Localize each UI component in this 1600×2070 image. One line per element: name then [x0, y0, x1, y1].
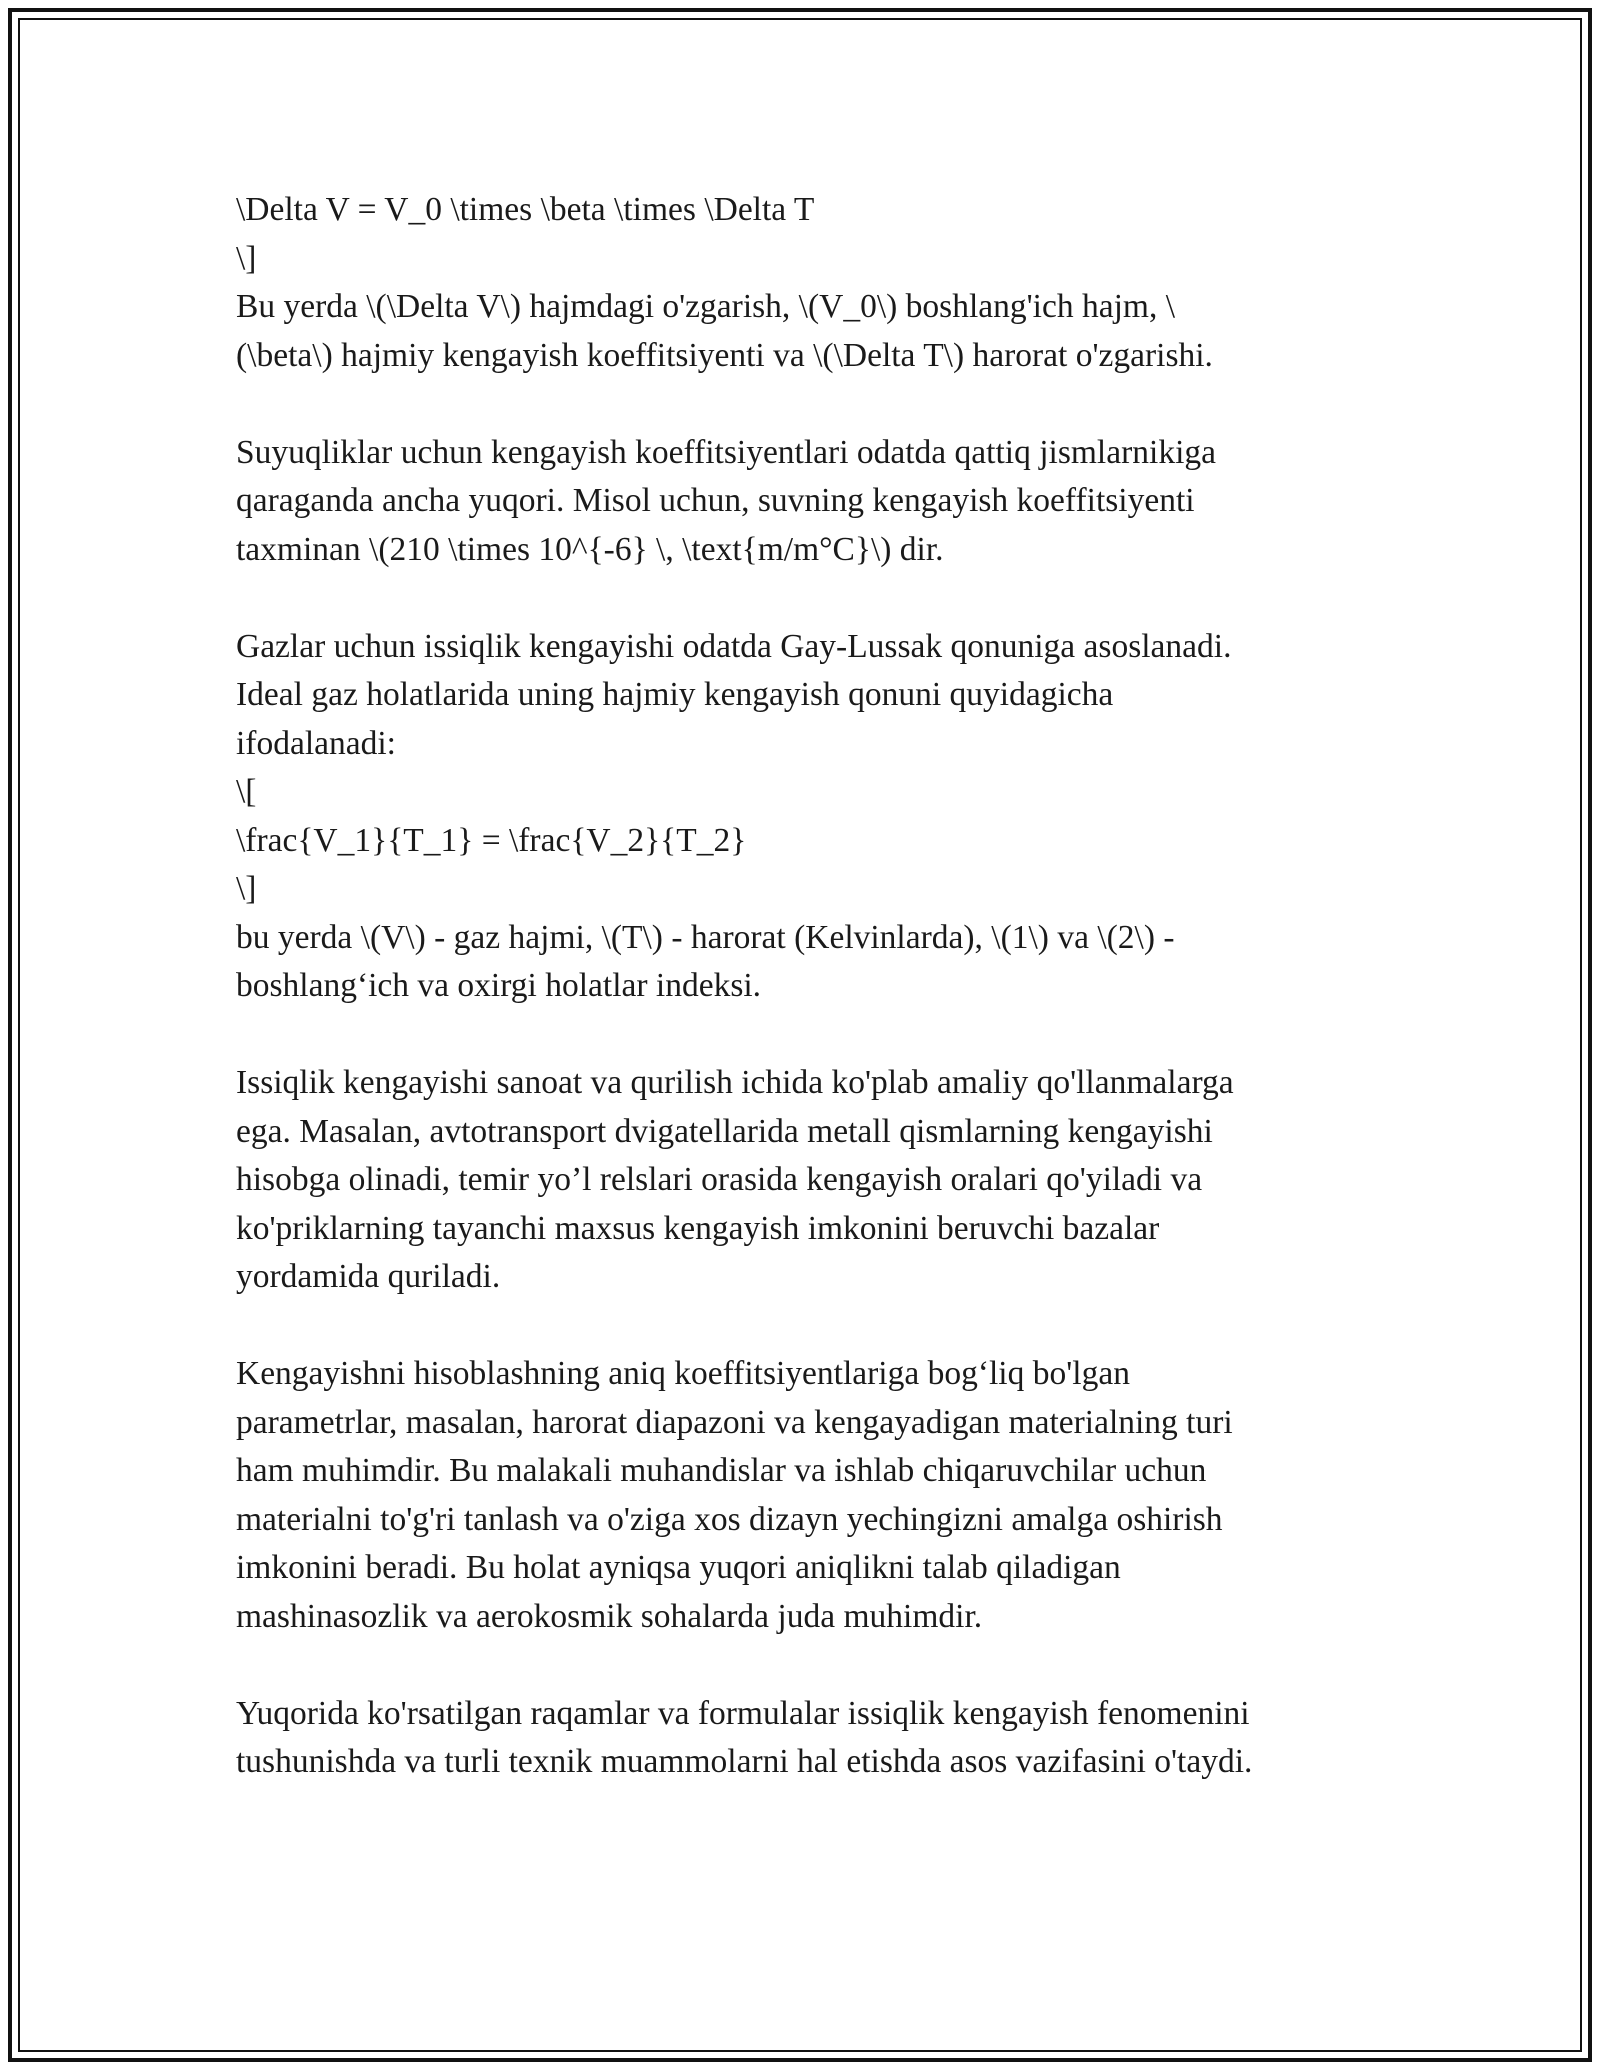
text-line: imkonini beradi. Bu holat ayniqsa yuqori aniqlikni talab qiladigan	[236, 1549, 1121, 1586]
text-line: \]	[236, 870, 257, 907]
text-line: Bu yerda \(\Delta V\) hajmdagi o'zgarish, \(V_0\) boshlang'ich hajm, \	[236, 288, 1175, 325]
text-line: (\beta\) hajmiy kengayish koeffitsiyenti va \(\Delta T\) harorat o'zgarishi.	[236, 336, 1213, 374]
text-line: Kengayishni hisoblashning aniq koeffitsiyentlariga bog‘liq bo'lgan	[236, 1355, 1130, 1392]
document-body	[236, 186, 1366, 1787]
text-line: \[	[236, 773, 257, 810]
text-line: Suyuqliklar uchun kengayish koeffitsiyentlari odatda qattiq jismlarnikiga	[236, 433, 1216, 471]
paragraph-gap	[236, 574, 1366, 623]
paragraph-gap	[236, 1641, 1366, 1690]
paragraph-gap	[236, 1302, 1366, 1351]
text-line: bu yerda \(V\) - gaz hajmi, \(T\) - harorat (Kelvinlarda), \(1\) va \(2\) -	[236, 918, 1175, 956]
text-line: mashinasozlik va aerokosmik sohalarda juda muhimdir.	[236, 1597, 983, 1635]
text-line: parametrlar, masalan, harorat diapazoni va kengayadigan materialning turi	[236, 1403, 1233, 1441]
text-line: hisobga olinadi, temir yo’l relslari orasida kengayish oralari qo'yiladi va	[236, 1161, 1203, 1198]
text-line: ifodalanadi:	[236, 724, 396, 762]
text-line: Yuqorida ko'rsatilgan raqamlar va formulalar issiqlik kengayish fenomenini	[236, 1694, 1250, 1732]
text-line: Issiqlik kengayishi sanoat va qurilish ichida ko'plab amaliy qo'llanmalarga	[236, 1064, 1234, 1101]
text-line: tushunishda va turli texnik muammolarni hal etishda asos vazifasini o'taydi.	[236, 1743, 1253, 1780]
text-line: qaraganda ancha yuqori. Misol uchun, suvning kengayish koeffitsiyenti	[236, 482, 1195, 519]
text-line: \Delta V = V_0 \times \beta \times \Delta T	[236, 191, 815, 228]
paragraph-gap	[236, 380, 1366, 429]
text-line: ega. Masalan, avtotransport dvigatellarida metall qismlarning kengayishi	[236, 1112, 1213, 1150]
text-line: ham muhimdir. Bu malakali muhandislar va ishlab chiqaruvchilar uchun	[236, 1452, 1207, 1489]
text-line: Gazlar uchun issiqlik kengayishi odatda Gay-Lussak qonuniga asoslanadi.	[236, 627, 1232, 665]
text-line: Ideal gaz holatlarida uning hajmiy kengayish qonuni quyidagicha	[236, 676, 1114, 713]
paragraph-gap	[236, 1011, 1366, 1060]
text-line: materialni to'g'ri tanlash va o'ziga xos dizayn yechingizni amalga oshirish	[236, 1500, 1223, 1538]
text-line: \frac{V_1}{T_1} = \frac{V_2}{T_2}	[236, 821, 747, 859]
text-line: taxminan \(210 \times 10^{-6} \, \text{m/m°C}\) dir.	[236, 530, 944, 568]
text-line: yordamida quriladi.	[236, 1258, 501, 1295]
text-line: boshlang‘ich va oxirgi holatlar indeksi.	[236, 967, 762, 1004]
text-line: ko'priklarning tayanchi maxsus kengayish imkonini beruvchi bazalar	[236, 1209, 1160, 1247]
text-line: \]	[236, 239, 257, 277]
